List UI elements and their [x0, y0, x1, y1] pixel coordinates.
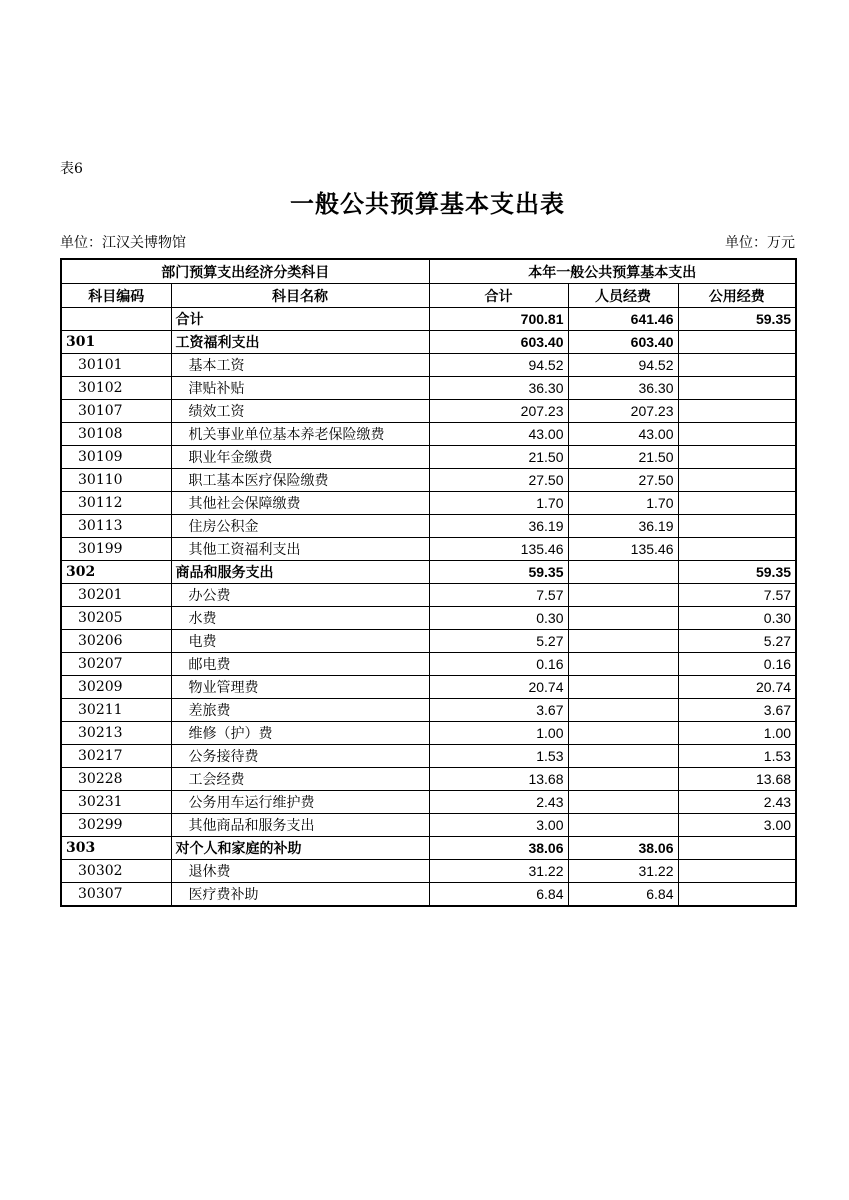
column-header-public: 公用经费: [678, 284, 796, 308]
table-row: [61, 814, 796, 837]
cell-total: 5.27: [429, 630, 568, 653]
table-row: [61, 676, 796, 699]
cell-total: 21.50: [429, 446, 568, 469]
cell-personnel-expense: [568, 561, 678, 584]
cell-subject-code: 30307: [61, 883, 171, 907]
table-header: [61, 259, 796, 308]
cell-public-expense: 59.35: [678, 308, 796, 331]
cell-personnel-expense: 6.84: [568, 883, 678, 907]
cell-total: 3.00: [429, 814, 568, 837]
cell-subject-code: 30228: [61, 768, 171, 791]
document-content: [60, 160, 795, 907]
cell-subject-name: 商品和服务支出: [171, 561, 429, 584]
cell-total: 31.22: [429, 860, 568, 883]
table-row: [61, 584, 796, 607]
column-header-total: 合计: [429, 284, 568, 308]
cell-subject-name: 电费: [171, 630, 429, 653]
unit-organization: 单位：江汉关博物馆: [60, 235, 186, 251]
header-group-left: 部门预算支出经济分类科目: [61, 259, 429, 284]
cell-subject-code: 30112: [61, 492, 171, 515]
cell-subject-name: 公务用车运行维护费: [171, 791, 429, 814]
cell-subject-code: 30110: [61, 469, 171, 492]
cell-subject-name: 退休费: [171, 860, 429, 883]
cell-subject-name: 其他商品和服务支出: [171, 814, 429, 837]
cell-subject-code: 30201: [61, 584, 171, 607]
budget-table: [60, 258, 797, 907]
cell-subject-name: 差旅费: [171, 699, 429, 722]
cell-subject-name: 工会经费: [171, 768, 429, 791]
cell-personnel-expense: 31.22: [568, 860, 678, 883]
table-row: [61, 607, 796, 630]
cell-total: 2.43: [429, 791, 568, 814]
header-group-right: 本年一般公共预算基本支出: [429, 259, 796, 284]
cell-total: 3.67: [429, 699, 568, 722]
cell-total: 1.00: [429, 722, 568, 745]
cell-public-expense: [678, 492, 796, 515]
cell-total: 94.52: [429, 354, 568, 377]
cell-subject-name: 住房公积金: [171, 515, 429, 538]
cell-subject-code: 30205: [61, 607, 171, 630]
cell-total: 38.06: [429, 837, 568, 860]
cell-personnel-expense: [568, 814, 678, 837]
unit-row: [60, 234, 795, 252]
cell-personnel-expense: 36.30: [568, 377, 678, 400]
cell-subject-code: 301: [61, 331, 171, 354]
page-title: 一般公共预算基本支出表: [290, 189, 565, 218]
table-row: [61, 377, 796, 400]
table-row: [61, 354, 796, 377]
table-row: [61, 837, 796, 860]
cell-personnel-expense: 43.00: [568, 423, 678, 446]
header-group-row: [61, 259, 796, 284]
cell-subject-code: 30109: [61, 446, 171, 469]
table-row: [61, 538, 796, 561]
cell-total: 1.70: [429, 492, 568, 515]
cell-subject-code: 30102: [61, 377, 171, 400]
cell-total: 0.30: [429, 607, 568, 630]
cell-public-expense: [678, 837, 796, 860]
table-row: [61, 469, 796, 492]
cell-personnel-expense: 1.70: [568, 492, 678, 515]
cell-public-expense: 20.74: [678, 676, 796, 699]
cell-public-expense: [678, 331, 796, 354]
cell-subject-code: 30107: [61, 400, 171, 423]
cell-total: 6.84: [429, 883, 568, 907]
cell-total: 27.50: [429, 469, 568, 492]
cell-total: 603.40: [429, 331, 568, 354]
table-row: [61, 699, 796, 722]
cell-personnel-expense: [568, 791, 678, 814]
table-row: [61, 791, 796, 814]
cell-total: 43.00: [429, 423, 568, 446]
cell-personnel-expense: [568, 584, 678, 607]
cell-subject-code: 30231: [61, 791, 171, 814]
cell-public-expense: 7.57: [678, 584, 796, 607]
cell-subject-name: 基本工资: [171, 354, 429, 377]
cell-subject-code: 30206: [61, 630, 171, 653]
cell-subject-name: 津贴补贴: [171, 377, 429, 400]
cell-personnel-expense: 603.40: [568, 331, 678, 354]
cell-subject-name: 对个人和家庭的补助: [171, 837, 429, 860]
cell-personnel-expense: [568, 745, 678, 768]
cell-subject-code: 30217: [61, 745, 171, 768]
cell-total: 207.23: [429, 400, 568, 423]
cell-personnel-expense: 21.50: [568, 446, 678, 469]
cell-subject-name: 办公费: [171, 584, 429, 607]
cell-subject-code: 30213: [61, 722, 171, 745]
cell-personnel-expense: 207.23: [568, 400, 678, 423]
sheet-label: 表6: [60, 161, 83, 177]
cell-public-expense: [678, 883, 796, 907]
table-row: [61, 515, 796, 538]
cell-personnel-expense: 641.46: [568, 308, 678, 331]
cell-subject-name: 其他工资福利支出: [171, 538, 429, 561]
cell-subject-code: 30302: [61, 860, 171, 883]
cell-public-expense: [678, 400, 796, 423]
cell-subject-code: 30113: [61, 515, 171, 538]
cell-subject-name: 物业管理费: [171, 676, 429, 699]
cell-subject-name: 邮电费: [171, 653, 429, 676]
table-row: [61, 768, 796, 791]
cell-subject-name: 职业年金缴费: [171, 446, 429, 469]
cell-public-expense: 3.00: [678, 814, 796, 837]
cell-subject-code: 30199: [61, 538, 171, 561]
cell-public-expense: [678, 469, 796, 492]
cell-public-expense: 3.67: [678, 699, 796, 722]
cell-total: 13.68: [429, 768, 568, 791]
table-row: [61, 630, 796, 653]
cell-public-expense: 5.27: [678, 630, 796, 653]
cell-public-expense: 1.00: [678, 722, 796, 745]
cell-total: 700.81: [429, 308, 568, 331]
cell-total: 7.57: [429, 584, 568, 607]
cell-subject-name: 职工基本医疗保险缴费: [171, 469, 429, 492]
cell-personnel-expense: [568, 653, 678, 676]
table-row: [61, 745, 796, 768]
table-row: [61, 492, 796, 515]
cell-public-expense: [678, 423, 796, 446]
cell-public-expense: 0.30: [678, 607, 796, 630]
cell-subject-code: 30209: [61, 676, 171, 699]
cell-subject-name: 合计: [171, 308, 429, 331]
table-row: [61, 860, 796, 883]
cell-subject-code: 303: [61, 837, 171, 860]
table-row: [61, 653, 796, 676]
cell-subject-code: 30211: [61, 699, 171, 722]
table-row: [61, 446, 796, 469]
column-header-name: 科目名称: [171, 284, 429, 308]
column-header-personnel: 人员经费: [568, 284, 678, 308]
cell-subject-code: 30101: [61, 354, 171, 377]
table-row: [61, 883, 796, 907]
cell-personnel-expense: 135.46: [568, 538, 678, 561]
cell-subject-code: 302: [61, 561, 171, 584]
cell-personnel-expense: [568, 722, 678, 745]
cell-public-expense: [678, 354, 796, 377]
cell-public-expense: 59.35: [678, 561, 796, 584]
table-row: [61, 423, 796, 446]
cell-public-expense: 1.53: [678, 745, 796, 768]
table-row: [61, 722, 796, 745]
cell-total: 1.53: [429, 745, 568, 768]
header-columns-row: [61, 284, 796, 308]
table-body: [61, 308, 796, 907]
table-row: [61, 561, 796, 584]
cell-public-expense: 0.16: [678, 653, 796, 676]
cell-subject-code: [61, 308, 171, 331]
cell-personnel-expense: 27.50: [568, 469, 678, 492]
table-row: [61, 308, 796, 331]
cell-total: 36.19: [429, 515, 568, 538]
cell-personnel-expense: 36.19: [568, 515, 678, 538]
cell-subject-name: 机关事业单位基本养老保险缴费: [171, 423, 429, 446]
cell-total: 135.46: [429, 538, 568, 561]
cell-public-expense: 13.68: [678, 768, 796, 791]
cell-total: 36.30: [429, 377, 568, 400]
cell-personnel-expense: [568, 630, 678, 653]
cell-public-expense: [678, 860, 796, 883]
cell-subject-name: 水费: [171, 607, 429, 630]
cell-public-expense: 2.43: [678, 791, 796, 814]
cell-public-expense: [678, 538, 796, 561]
cell-subject-code: 30299: [61, 814, 171, 837]
cell-personnel-expense: [568, 768, 678, 791]
table-row: [61, 331, 796, 354]
column-header-code: 科目编码: [61, 284, 171, 308]
cell-subject-name: 工资福利支出: [171, 331, 429, 354]
cell-personnel-expense: [568, 607, 678, 630]
cell-subject-name: 绩效工资: [171, 400, 429, 423]
cell-total: 59.35: [429, 561, 568, 584]
cell-subject-name: 医疗费补助: [171, 883, 429, 907]
cell-total: 0.16: [429, 653, 568, 676]
cell-personnel-expense: 94.52: [568, 354, 678, 377]
cell-personnel-expense: [568, 699, 678, 722]
cell-subject-name: 维修（护）费: [171, 722, 429, 745]
cell-subject-code: 30207: [61, 653, 171, 676]
cell-subject-name: 公务接待费: [171, 745, 429, 768]
table-row: [61, 400, 796, 423]
cell-subject-code: 30108: [61, 423, 171, 446]
cell-public-expense: [678, 515, 796, 538]
unit-currency: 单位：万元: [725, 235, 795, 251]
cell-public-expense: [678, 377, 796, 400]
cell-personnel-expense: 38.06: [568, 837, 678, 860]
cell-public-expense: [678, 446, 796, 469]
cell-total: 20.74: [429, 676, 568, 699]
cell-subject-name: 其他社会保障缴费: [171, 492, 429, 515]
cell-personnel-expense: [568, 676, 678, 699]
